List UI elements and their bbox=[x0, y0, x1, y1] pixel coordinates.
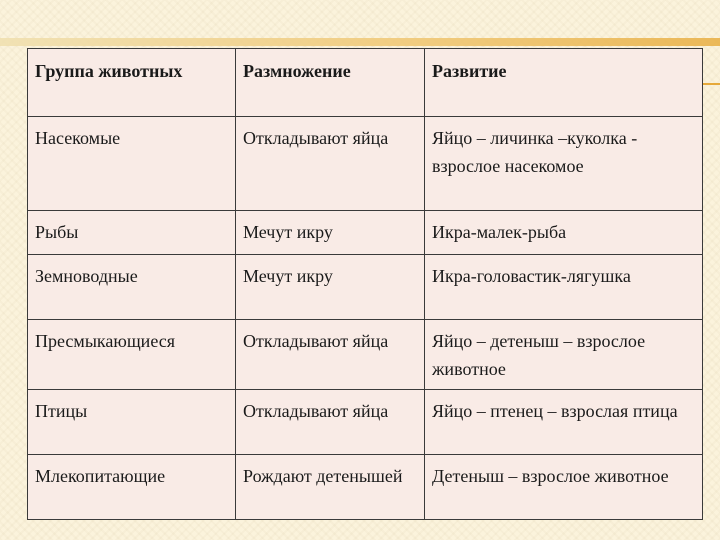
cell-development: Яйцо – птенец – взрослая птица bbox=[425, 390, 703, 455]
header-development: Развитие bbox=[425, 49, 703, 117]
table-row bbox=[28, 117, 703, 211]
cell-reproduction: Откладывают яйца bbox=[236, 390, 425, 455]
cell-development: Детеныш – взрослое животное bbox=[425, 455, 703, 520]
cell-development: Икра-малек-рыба bbox=[425, 211, 703, 255]
cell-animal-group: Земноводные bbox=[28, 255, 236, 320]
cell-animal-group: Пресмыкающиеся bbox=[28, 320, 236, 390]
cell-reproduction: Откладывают яйца bbox=[236, 117, 425, 211]
header-reproduction: Размножение bbox=[236, 49, 425, 117]
table-row bbox=[28, 390, 703, 455]
cell-animal-group: Рыбы bbox=[28, 211, 236, 255]
animal-development-table bbox=[27, 48, 703, 520]
cell-development: Яйцо – личинка –куколка - взрослое насекомое bbox=[425, 117, 703, 211]
cell-development: Яйцо – детеныш – взрослое животное bbox=[425, 320, 703, 390]
cell-animal-group: Млекопитающие bbox=[28, 455, 236, 520]
cell-animal-group: Насекомые bbox=[28, 117, 236, 211]
cell-development: Икра-головастик-лягушка bbox=[425, 255, 703, 320]
cell-reproduction: Откладывают яйца bbox=[236, 320, 425, 390]
header-animal-group: Группа животных bbox=[28, 49, 236, 117]
table-row bbox=[28, 255, 703, 320]
cell-reproduction: Мечут икру bbox=[236, 211, 425, 255]
table-row bbox=[28, 455, 703, 520]
decorative-header-band bbox=[0, 38, 720, 46]
table-row bbox=[28, 211, 703, 255]
decorative-accent-line bbox=[700, 83, 720, 85]
table-header-row bbox=[28, 49, 703, 117]
cell-animal-group: Птицы bbox=[28, 390, 236, 455]
cell-reproduction: Рождают детенышей bbox=[236, 455, 425, 520]
table-row bbox=[28, 320, 703, 390]
cell-reproduction: Мечут икру bbox=[236, 255, 425, 320]
